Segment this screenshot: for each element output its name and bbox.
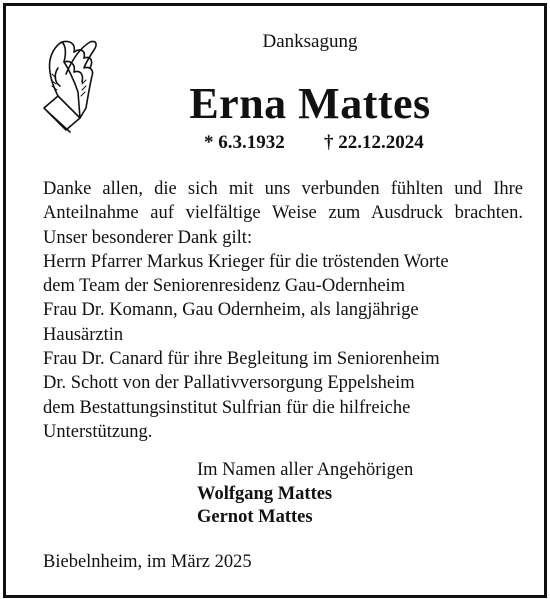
thanks-text bbox=[43, 177, 523, 444]
text-line: Frau Dr. Komann, Gau Odernheim, als langjährige bbox=[43, 300, 419, 321]
text-line: Unterstützung. bbox=[43, 421, 153, 442]
notice-heading: Danksagung bbox=[262, 31, 358, 52]
text-line: Danke allen, die sich mit uns verbunden fühlten und Ihre bbox=[43, 179, 523, 199]
signer-name: Gernot Mattes bbox=[197, 507, 313, 527]
signer-name: Wolfgang Mattes bbox=[197, 483, 333, 504]
text-line: Dr. Schott von der Pallativversorgung Eppelsheim bbox=[43, 373, 415, 394]
signoff-intro: Im Namen aller Angehörigen bbox=[197, 460, 414, 480]
text-line: Unser besonderer Dank gilt: bbox=[43, 227, 253, 248]
text-line: Herrn Pfarrer Markus Krieger für die tröstenden Worte bbox=[43, 251, 449, 272]
death-date: † 22.12.2024 bbox=[324, 132, 424, 153]
text-line: Anteilnahme auf vielfältige Weise zum Ausdruck brachten. bbox=[43, 203, 523, 224]
text-line: Frau Dr. Canard für ihre Begleitung im Seniorenheim bbox=[43, 349, 440, 370]
deceased-name: Erna Mattes bbox=[189, 79, 431, 128]
birth-date: * 6.3.1932 bbox=[204, 132, 285, 153]
signoff bbox=[197, 459, 413, 530]
place-date: Biebelnheim, im März 2025 bbox=[43, 552, 252, 572]
text-line: dem Team der Seniorenresidenz Gau-Odernheim bbox=[43, 276, 406, 297]
text-line: Hausärztin bbox=[43, 324, 124, 345]
text-line: dem Bestattungsinstitut Sulfrian für die hilfreiche bbox=[43, 397, 411, 418]
